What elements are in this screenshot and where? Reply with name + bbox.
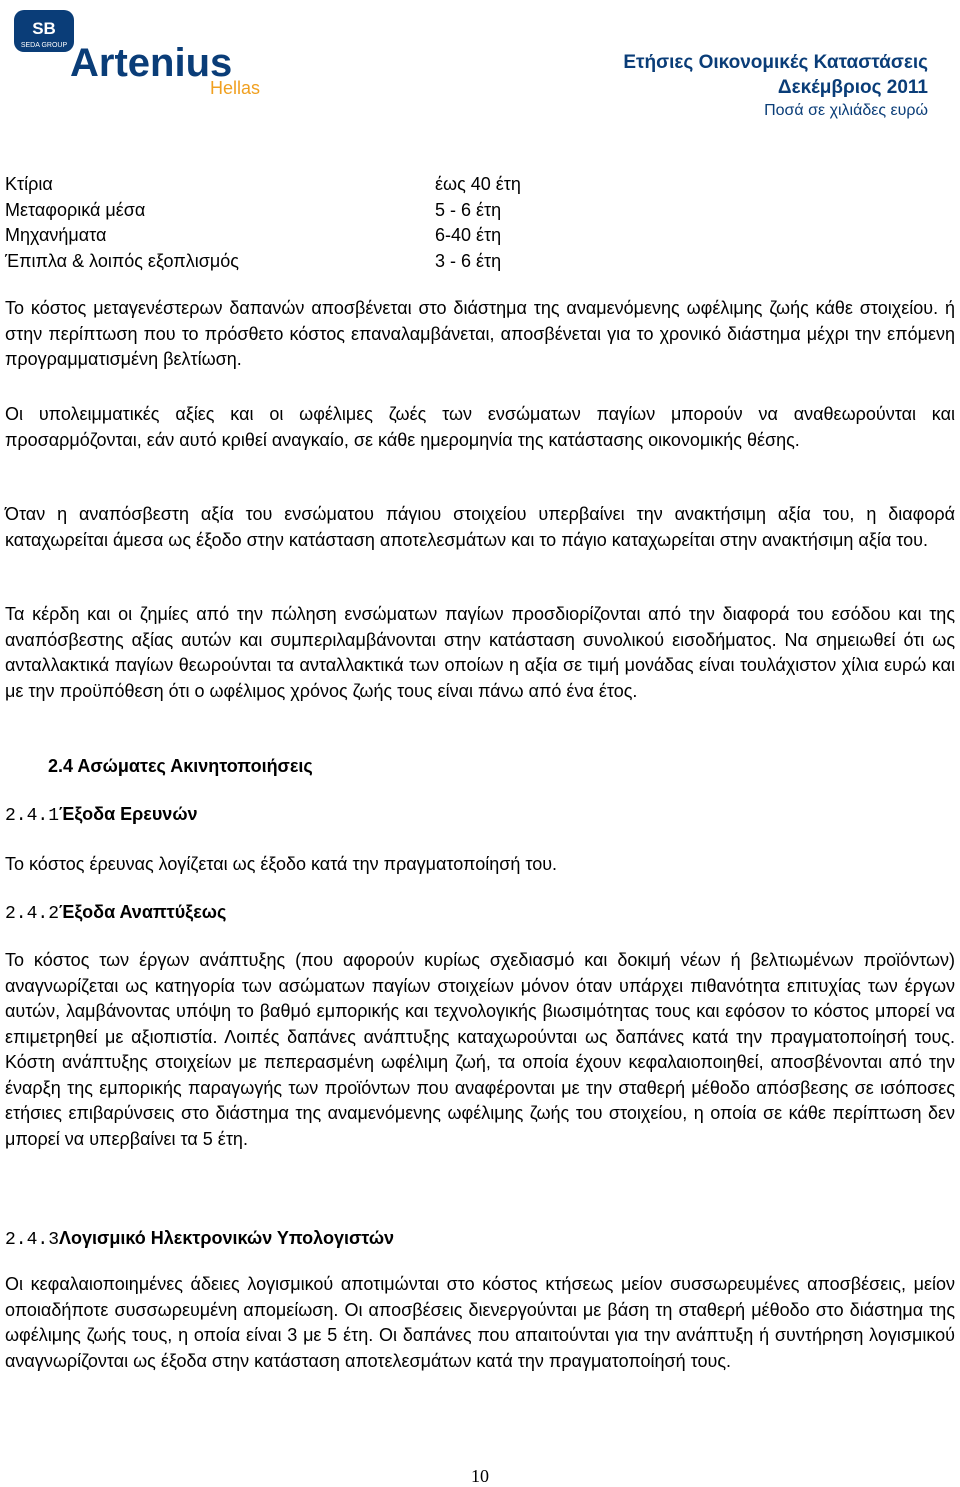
- report-header: [623, 50, 928, 122]
- paragraph-software: Οι κεφαλαιοποιημένες άδειες λογισμικού αποτιμώνται στο κόστος κτήσεως μείον συσσωρευμένες αποσβέσεις, μείον οποιαδήποτε συσσωρευμένη απομείωση. Οι αποσβέσεις διενεργούνται με βάση τη σταθερή μέθοδο στο διάστημα της ωφέλιμης ζωής τους, η οποία είναι 3 με 5 έτη. Οι δαπάνες που απαιτούνται για την ανάπτυξη ή συντήρηση λογισμικού αναγνωρίζονται ως έξοδα στην κατάσταση αποτελεσμάτων κατά την πραγματοποίησή τους.: [5, 1274, 955, 1371]
- page-number: 10: [471, 1466, 489, 1486]
- asset-name: Μηχανήματα: [5, 225, 107, 246]
- subsection-heading-software: [5, 1228, 394, 1250]
- paragraph-impairment: Όταν η αναπόσβεστη αξία του ενσώματου πάγιου στοιχείου υπερβαίνει την ανακτήσιμη αξία του, η διαφορά καταχωρείται άμεσα ως έξοδο στην κατάσταση αποτελεσμάτων και το πάγιο καταχωρείται στην ανακτήσιμη αξία του.: [5, 504, 955, 550]
- table-row: [5, 198, 605, 224]
- seda-badge-icon: [14, 10, 74, 52]
- paragraph-development-costs: Το κόστος των έργων ανάπτυξης (που αφορούν κυρίως σχεδιασμό και δοκιμή νέων ή βελτιωμένων προϊόντων) αναγνωρίζεται ως κατηγορία των ασώματων παγίων στοιχείων μόνον όταν υπάρχει πιθανότητα επιτυχίας των έργων αυτών, λαμβάνοντας υπόψη το βαθμό εμπορικής και τεχνολογικής βιωσιμότητας τους και εφόσον το κόστος μπορεί να επιμετρηθεί με αξιοπιστία. Λοιπές δαπάνες ανάπτυξης καταχωρούνται ως δαπάνες κατά την πραγματοποίησή τους. Κόστη ανάπτυξης στοιχείων με πεπερασμένη ωφέλιμη ζωή, τα οποία έχουν κεφαλαιοποιηθεί, αποσβένονται από την έναρξη της εμπορικής παραγωγής των προϊόντων που αναφέρονται με την σταθερή μέθοδο απόσβεσης σε ισόποσες ετήσιες επιβαρύνσεις στο διάστημα της αναμενόμενης ωφέλιμης ζωής του στοιχείου, η οποία σε κάθε περίπτωση δεν μπορεί να υπερβαίνει τα 5 έτη.: [5, 950, 955, 1149]
- subsection-number: 2.4.2: [5, 904, 60, 924]
- company-logo: [12, 8, 312, 100]
- paragraph-subsequent-costs: Το κόστος μεταγενέστερων δαπανών αποσβένεται στο διάστημα της αναμενόμενης ωφέλιμης ζωής κάθε στοιχείου. ή στην περίπτωση που το πρόσθετο κόστος επαναλαμβάνεται, αποσβένεται για το χρονικό διάστημα μέχρι την επόμενη προγραμματισμένη βελτίωση.: [5, 298, 955, 369]
- asset-useful-life: 3 - 6 έτη: [435, 250, 502, 271]
- subsection-number: 2.4.3: [5, 1230, 60, 1250]
- report-date: Δεκέμβριος 2011: [777, 77, 928, 98]
- logo-sub: Hellas: [210, 78, 261, 98]
- logo-name: Artenius: [70, 41, 233, 85]
- asset-useful-life: 5 - 6 έτη: [435, 199, 502, 220]
- asset-name: Κτίρια: [5, 174, 53, 195]
- table-row: [5, 172, 605, 198]
- paragraph-disposal-gains: Τα κέρδη και οι ζημίες από την πώληση ενσώματων παγίων προσδιορίζονται από την διαφορά του εσόδου και της αναπόσβεστης αξίας αυτών και συμπεριλαμβάνονται στην κατάσταση συνολικού εισοδήματος. Να σημειωθεί ότι ως ανταλλακτικά παγίων θεωρούνται τα ανταλλακτικά των οποίων η αξία σε τιμή μονάδας είναι τουλάχιστον χίλια ευρώ και με την προϋπόθεση ότι ο ωφέλιμος χρόνος ζωής τους είναι πάνω από ένα έτος.: [5, 604, 955, 701]
- asset-useful-life: 6-40 έτη: [435, 225, 502, 246]
- asset-useful-life: έως 40 έτη: [435, 174, 521, 195]
- svg-text:SB: SB: [32, 19, 56, 38]
- asset-name: Έπιπλα & λοιπός εξοπλισμός: [5, 250, 239, 271]
- asset-name: Μεταφορικά μέσα: [5, 199, 146, 220]
- report-title: Ετήσιες Οικονομικές Καταστάσεις: [623, 52, 928, 73]
- subsection-heading-development: [5, 902, 226, 924]
- subsection-title: Λογισμικό Ηλεκτρονικών Υπολογιστών: [59, 1228, 395, 1248]
- logo-badge-text: SEDA GROUP: [20, 42, 68, 49]
- report-units: Ποσά σε χιλιάδες ευρώ: [764, 102, 928, 119]
- section-heading: 2.4 Ασώματες Ακινητοποιήσεις: [48, 756, 313, 776]
- table-row: [5, 249, 605, 275]
- subsection-title: Έξοδα Αναπτύξεως: [59, 902, 227, 922]
- subsection-heading-research: [5, 804, 198, 826]
- useful-lives-table: [5, 172, 605, 274]
- paragraph-research-costs: Το κόστος έρευνας λογίζεται ως έξοδο κατά την πραγματοποίησή του.: [5, 854, 558, 874]
- subsection-title: Έξοδα Ερευνών: [59, 804, 198, 824]
- table-row: [5, 223, 605, 249]
- paragraph-residual-values: Οι υπολειμματικές αξίες και οι ωφέλιμες ζωές των ενσώματων παγίων μπορούν να αναθεωρούνται και προσαρμόζονται, εάν αυτό κριθεί αναγκαίο, σε κάθε ημερομηνία της κατάστασης οικονομικής θέσης.: [5, 404, 955, 450]
- subsection-number: 2.4.1: [5, 806, 60, 826]
